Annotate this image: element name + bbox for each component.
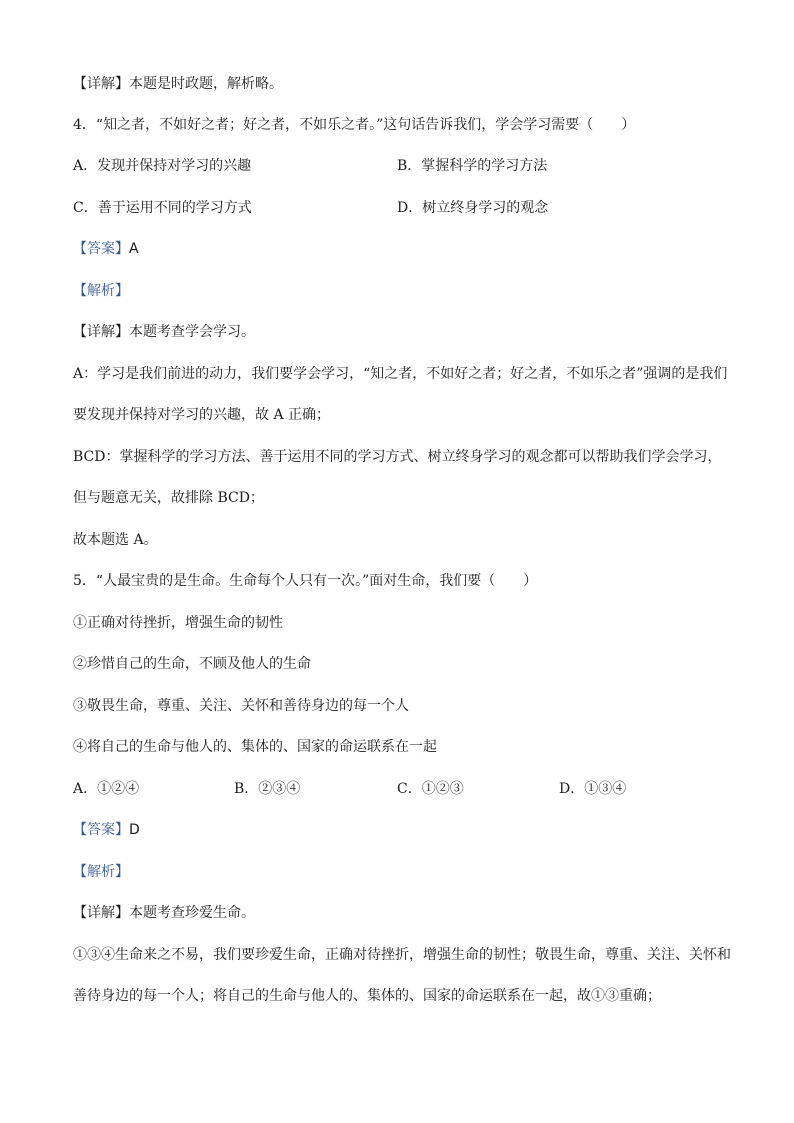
q5-explanation-line-2: 善待身边的每一个人；将自己的生命与他人的、集体的、国家的命运联系在一起，故①③重确； (73, 988, 661, 1004)
q5-item-3: ③敬畏生命，尊重、关注、关怀和善待身边的每一个人 (73, 698, 409, 714)
q5-explanation-line-1: ①③④生命来之不易，我们要珍爱生命，正确对待挫折，增强生命的韧性；敬畏生命，尊重、关注、关怀和 (73, 947, 731, 963)
q5-option-a: A．①②④ (73, 781, 140, 797)
q4-detail (73, 322, 255, 342)
q4-analysis (73, 281, 129, 301)
q4-answer (73, 239, 139, 259)
q4-explanation-line-2: 要发现并保持对学习的兴趣，故 A 正确； (73, 407, 331, 423)
q5-detail (73, 903, 255, 923)
q4-explanation-line-1: A：学习是我们前进的动力，我们要学会学习，“知之者，不如好之者；好之者，不如乐之者”强调的是我们 (73, 366, 728, 382)
detail-line-prev (73, 74, 283, 94)
analysis-tag: 【解析】 (73, 864, 129, 880)
detail-text: 本题考查珍爱生命。 (129, 905, 255, 921)
answer-value: A (129, 241, 139, 257)
q4-explanation-line-5: 故本题选 A。 (73, 532, 158, 548)
q5-option-c: C．①②③ (397, 781, 464, 797)
q5-item-2: ②珍惜自己的生命，不顾及他人的生命 (73, 656, 311, 672)
detail-tag: 【详解】 (73, 76, 129, 92)
q4-explanation-line-3: BCD：掌握科学的学习方法、善于运用不同的学习方式、树立终身学习的观念都可以帮助我们学会学习， (73, 449, 722, 465)
q5-answer (73, 820, 140, 840)
analysis-tag: 【解析】 (73, 283, 129, 299)
q5-analysis (73, 862, 129, 882)
answer-value: D (129, 822, 140, 838)
detail-tag: 【详解】 (73, 905, 129, 921)
answer-tag: 【答案】 (73, 822, 129, 838)
q4-explanation-line-4: 但与题意无关，故排除 BCD； (73, 490, 264, 506)
q5-stem: 5．“人最宝贵的是生命。生命每个人只有一次。”面对生命，我们要（ ） (73, 573, 538, 589)
q4-option-a: A．发现并保持对学习的兴趣 (73, 158, 252, 174)
answer-tag: 【答案】 (73, 241, 129, 257)
q5-item-1: ①正确对待挫折，增强生命的韧性 (73, 615, 283, 631)
q5-item-4: ④将自己的生命与他人的、集体的、国家的命运联系在一起 (73, 739, 437, 755)
q4-option-d: D．树立终身学习的观念 (397, 200, 549, 216)
q4-option-c: C．善于运用不同的学习方式 (73, 200, 252, 216)
detail-tag: 【详解】 (73, 324, 129, 340)
q5-option-d: D．①③④ (559, 781, 627, 797)
q4-option-b: B．掌握科学的学习方法 (397, 158, 548, 174)
q5-option-b: B．②③④ (234, 781, 301, 797)
detail-text: 本题是时政题，解析略。 (129, 76, 283, 92)
detail-text: 本题考查学会学习。 (129, 324, 255, 340)
q4-stem: 4．“知之者，不如好之者；好之者，不如乐之者。”这句话告诉我们，学会学习需要（ ） (73, 117, 636, 133)
